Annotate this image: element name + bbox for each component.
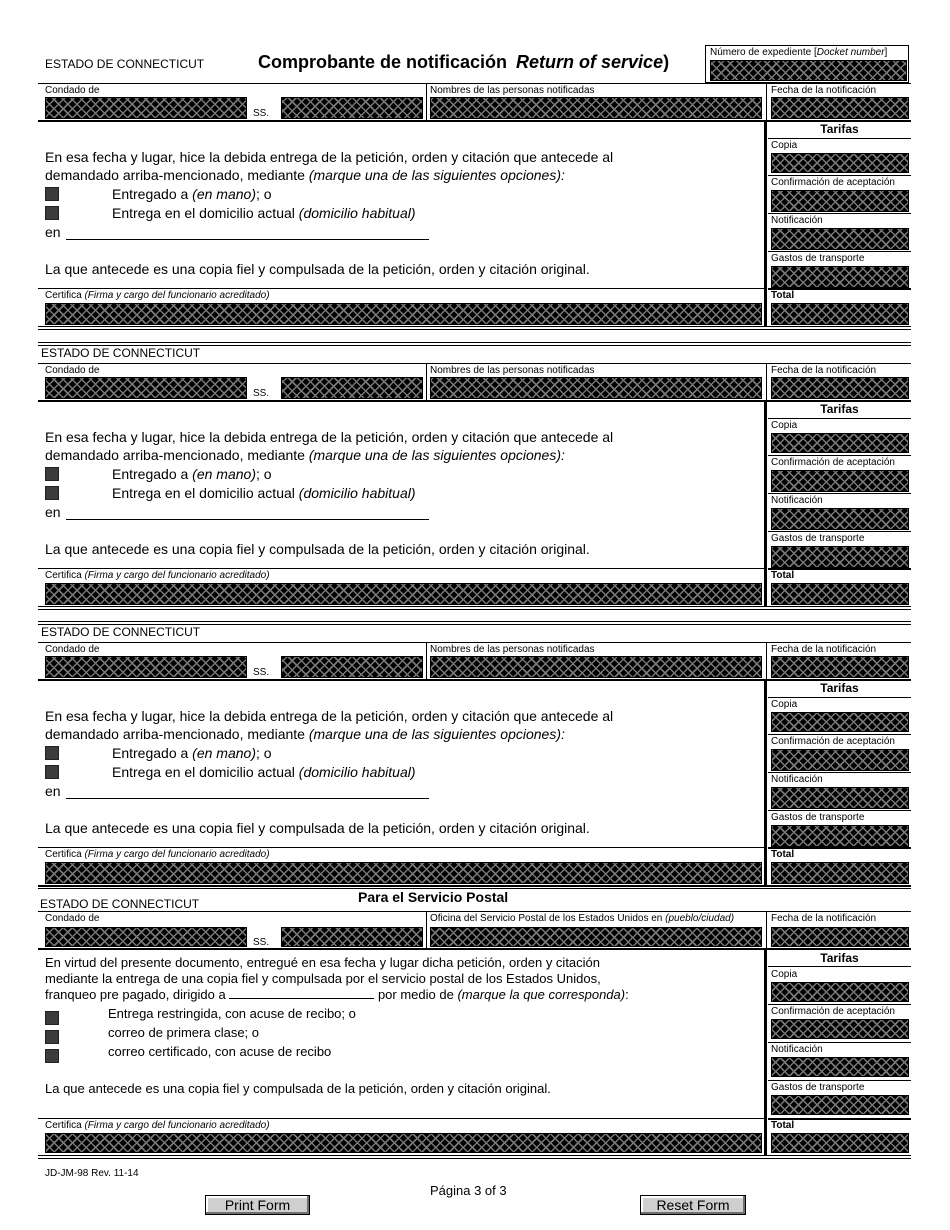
postal-county-field[interactable] xyxy=(45,927,247,947)
postal-state-label: ESTADO DE CONNECTICUT xyxy=(40,897,200,911)
postal-text-line3: franqueo pre pagado, dirigido a por medio de (marque la que corresponda): xyxy=(45,987,629,1002)
postal-option3-label: correo certificado, con acuse de recibo xyxy=(108,1044,332,1059)
postal-travel-label: Gastos de transporte xyxy=(771,1082,865,1093)
section1-option1-label: Entregado a (en mano); o xyxy=(112,186,272,202)
postal-option1-label: Entrega restringida, con acuse de recibo; o xyxy=(108,1006,356,1021)
section2-en-label: en xyxy=(45,504,61,520)
section1-travel-label: Gastos de transporte xyxy=(771,253,865,264)
postal-date-field[interactable] xyxy=(771,927,909,947)
section3-copy-label: Copia xyxy=(771,699,798,710)
section2-endorse-label: Confirmación de aceptación xyxy=(771,457,895,468)
section2-county-label: Condado de xyxy=(45,365,100,376)
postal-ss-label: SS. xyxy=(253,937,270,948)
postal-option3-checkbox[interactable] xyxy=(45,1049,59,1063)
section1-date-field[interactable] xyxy=(771,97,909,119)
section3-county-label: Condado de xyxy=(45,644,100,655)
section2-certify-field[interactable] xyxy=(45,583,762,605)
section1-persons-field[interactable] xyxy=(430,97,762,119)
postal-travel-fee[interactable] xyxy=(771,1095,909,1115)
postal-office-field[interactable] xyxy=(430,927,762,947)
postal-date-label: Fecha de la notificación xyxy=(771,913,877,924)
section3-persons-label: Nombres de las personas notificadas xyxy=(430,644,595,655)
section2-option2-checkbox[interactable] xyxy=(45,486,59,500)
section3-endorse-fee[interactable] xyxy=(771,749,909,771)
postal-endorse-fee[interactable] xyxy=(771,1019,909,1039)
section2-copy-fee[interactable] xyxy=(771,433,909,453)
section1-endorse-fee[interactable] xyxy=(771,190,909,212)
section3-total-fee[interactable] xyxy=(771,862,909,884)
section2-text-line1: En esa fecha y lugar, hice la debida entrega de la petición, orden y citación que antecede al xyxy=(45,429,614,445)
section3-en-label: en xyxy=(45,783,61,799)
section3-ss-label: SS. xyxy=(253,667,270,678)
section1-en-line[interactable] xyxy=(66,239,429,240)
section3-endorse-label: Confirmación de aceptación xyxy=(771,736,895,747)
section3-attest-text: La que antecede es una copia fiel y compulsada de la petición, orden y citación original. xyxy=(45,820,590,836)
page-title xyxy=(258,52,669,73)
section1-county-label: Condado de xyxy=(45,85,100,96)
section2-total-label: Total xyxy=(771,570,795,581)
section3-certify-field[interactable] xyxy=(45,862,762,884)
form-id: JD-JM-98 Rev. 11-14 xyxy=(45,1168,139,1179)
section2-total-fee[interactable] xyxy=(771,583,909,605)
section2-service-label: Notificación xyxy=(771,495,823,506)
section3-travel-fee[interactable] xyxy=(771,825,909,847)
section1-certify-field[interactable] xyxy=(45,303,762,325)
section1-travel-fee[interactable] xyxy=(771,266,909,288)
section2-fees-title: Tarifas xyxy=(820,402,859,416)
postal-text-line1: En virtud del presente documento, entregué en esa fecha y lugar dicha petición, orden y citación xyxy=(45,955,601,970)
section3-copy-fee[interactable] xyxy=(771,712,909,732)
title-english: Return of service xyxy=(516,52,664,72)
section1-option2-label: Entrega en el domicilio actual (domicilio habitual) xyxy=(112,205,416,221)
docket-number-field[interactable] xyxy=(710,60,907,81)
section1-endorse-label: Confirmación de aceptación xyxy=(771,177,895,188)
section1-copy-label: Copia xyxy=(771,140,798,151)
section1-option1-checkbox[interactable] xyxy=(45,187,59,201)
section3-persons-field[interactable] xyxy=(430,656,762,678)
section2-travel-fee[interactable] xyxy=(771,546,909,568)
section2-service-fee[interactable] xyxy=(771,508,909,530)
postal-heading: Para el Servicio Postal xyxy=(358,889,509,905)
section1-total-fee[interactable] xyxy=(771,303,909,325)
section3-option1-checkbox[interactable] xyxy=(45,746,59,760)
reset-form-button[interactable]: Reset Form xyxy=(640,1195,746,1215)
section2-county-field[interactable] xyxy=(45,377,247,399)
title-paren: ) xyxy=(663,52,670,72)
section1-total-label: Total xyxy=(771,290,795,301)
docket-label: Número de expediente [Docket number] xyxy=(710,47,888,58)
section3-service-label: Notificación xyxy=(771,774,823,785)
section1-service-label: Notificación xyxy=(771,215,823,226)
postal-endorse-label: Confirmación de aceptación xyxy=(771,1006,895,1017)
section2-text-line2: demandado arriba-mencionado, mediante (marque una de las siguientes opciones): xyxy=(45,447,565,463)
postal-attest-text: La que antecede es una copia fiel y compulsada de la petición, orden y citación original. xyxy=(45,1081,551,1096)
postal-county-label: Condado de xyxy=(45,913,100,924)
section2-ss-label: SS. xyxy=(253,388,270,399)
section2-state-label: ESTADO DE CONNECTICUT xyxy=(41,346,201,360)
section1-ss-label: SS. xyxy=(253,108,270,119)
postal-option2-checkbox[interactable] xyxy=(45,1030,59,1044)
section3-date-field[interactable] xyxy=(771,656,909,678)
print-form-button[interactable]: Print Form xyxy=(205,1195,310,1215)
section1-county-field[interactable] xyxy=(45,97,247,119)
postal-service-label: Notificación xyxy=(771,1044,823,1055)
postal-total-label: Total xyxy=(771,1120,795,1131)
section1-attest-text: La que antecede es una copia fiel y compulsada de la petición, orden y citación original. xyxy=(45,261,590,277)
section2-date-field[interactable] xyxy=(771,377,909,399)
postal-certify-field[interactable] xyxy=(45,1133,762,1153)
section3-certify-label: Certifica (Firma y cargo del funcionario acreditado) xyxy=(45,849,270,860)
section3-option2-checkbox[interactable] xyxy=(45,765,59,779)
section3-service-fee[interactable] xyxy=(771,787,909,809)
section2-attest-text: La que antecede es una copia fiel y compulsada de la petición, orden y citación original. xyxy=(45,541,590,557)
postal-service-fee[interactable] xyxy=(771,1057,909,1077)
section2-option1-checkbox[interactable] xyxy=(45,467,59,481)
section3-option1-label: Entregado a (en mano); o xyxy=(112,745,272,761)
section1-text-line2: demandado arriba-mencionado, mediante (marque una de las siguientes opciones): xyxy=(45,167,565,183)
section2-copy-label: Copia xyxy=(771,420,798,431)
section3-ss-field[interactable] xyxy=(281,656,423,678)
section2-en-line[interactable] xyxy=(66,519,429,520)
postal-ss-field[interactable] xyxy=(281,927,423,947)
title-main: Comprobante de notificación xyxy=(258,52,508,72)
postal-copy-label: Copia xyxy=(771,969,798,980)
section2-option1-label: Entregado a (en mano); o xyxy=(112,466,272,482)
section1-service-fee[interactable] xyxy=(771,228,909,250)
section1-option2-checkbox[interactable] xyxy=(45,206,59,220)
section3-en-line[interactable] xyxy=(66,798,429,799)
section1-persons-label: Nombres de las personas notificadas xyxy=(430,85,595,96)
section2-option2-label: Entrega en el domicilio actual (domicilio habitual) xyxy=(112,485,416,501)
section3-date-label: Fecha de la notificación xyxy=(771,644,877,655)
section1-fees-title: Tarifas xyxy=(820,122,859,136)
section3-county-field[interactable] xyxy=(45,656,247,678)
section1-copy-fee[interactable] xyxy=(771,153,909,173)
postal-office-label: Oficina del Servicio Postal de los Estados Unidos en (pueblo/ciudad) xyxy=(430,913,735,924)
section1-ss-field[interactable] xyxy=(281,97,423,119)
postal-option1-checkbox[interactable] xyxy=(45,1011,59,1025)
section3-option2-label: Entrega en el domicilio actual (domicilio habitual) xyxy=(112,764,416,780)
section2-endorse-fee[interactable] xyxy=(771,470,909,492)
section3-travel-label: Gastos de transporte xyxy=(771,812,865,823)
section3-text-line1: En esa fecha y lugar, hice la debida entrega de la petición, orden y citación que antecede al xyxy=(45,708,614,724)
section2-persons-field[interactable] xyxy=(430,377,762,399)
postal-copy-fee[interactable] xyxy=(771,982,909,1002)
section2-persons-label: Nombres de las personas notificadas xyxy=(430,365,595,376)
section1-en-label: en xyxy=(45,224,61,240)
section3-state-label: ESTADO DE CONNECTICUT xyxy=(41,625,201,639)
section1-text-line1: En esa fecha y lugar, hice la debida entrega de la petición, orden y citación que antecede al xyxy=(45,149,614,165)
postal-fees-title: Tarifas xyxy=(820,951,859,965)
page-number: Página 3 of 3 xyxy=(430,1183,507,1198)
section3-fees-title: Tarifas xyxy=(820,681,859,695)
postal-text-line2: mediante la entrega de una copia fiel y compulsada por el servicio postal de los Estados Unidos, xyxy=(45,971,601,986)
section1-date-label: Fecha de la notificación xyxy=(771,85,877,96)
section3-text-line2: demandado arriba-mencionado, mediante (marque una de las siguientes opciones): xyxy=(45,726,565,742)
section1-certify-label: Certifica (Firma y cargo del funcionario acreditado) xyxy=(45,290,270,301)
postal-total-fee[interactable] xyxy=(771,1133,909,1153)
section2-travel-label: Gastos de transporte xyxy=(771,533,865,544)
section2-ss-field[interactable] xyxy=(281,377,423,399)
section3-total-label: Total xyxy=(771,849,795,860)
postal-option2-label: correo de primera clase; o xyxy=(108,1025,260,1040)
section2-date-label: Fecha de la notificación xyxy=(771,365,877,376)
state-label: ESTADO DE CONNECTICUT xyxy=(45,57,205,71)
section2-certify-label: Certifica (Firma y cargo del funcionario acreditado) xyxy=(45,570,270,581)
postal-certify-label: Certifica (Firma y cargo del funcionario acreditado) xyxy=(45,1120,270,1131)
